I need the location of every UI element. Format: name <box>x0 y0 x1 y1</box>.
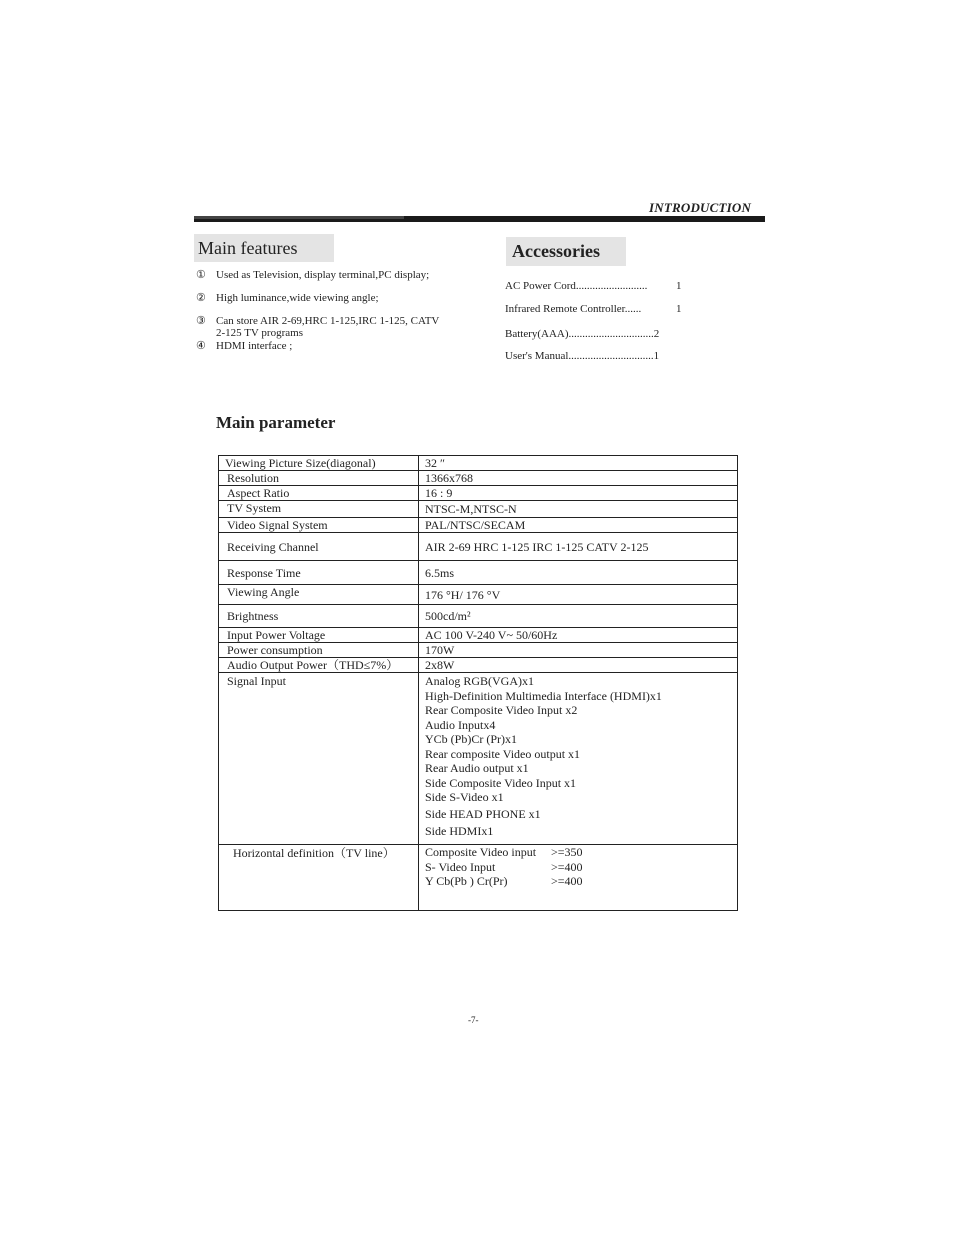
table-row <box>219 456 738 471</box>
param-key: Receiving Channel <box>219 533 419 561</box>
param-key: TV System <box>219 501 419 518</box>
horizontal-definition-item <box>425 860 733 875</box>
horizontal-definition-list <box>419 845 738 911</box>
accessory-qty: 1 <box>676 280 682 292</box>
signal-input-item: Side HEAD PHONE x1 <box>425 806 541 821</box>
table-row-horizontal-definition <box>219 845 738 911</box>
signal-input-item: Side Composite Video Input x1 <box>425 775 577 790</box>
hd-value: >=400 <box>551 874 583 888</box>
feature-text: HDMI interface ; <box>216 340 293 352</box>
feature-number: ② <box>196 292 206 304</box>
table-row <box>219 658 738 673</box>
param-value: 6.5ms <box>419 561 738 585</box>
hd-value: >=400 <box>551 859 583 874</box>
table-row <box>219 628 738 643</box>
param-key: Aspect Ratio <box>219 486 419 501</box>
table-row <box>219 605 738 628</box>
accessory-qty: 1 <box>676 303 682 315</box>
signal-input-item: Rear Composite Video Input x2 <box>425 703 578 717</box>
table-row <box>219 471 738 486</box>
param-value: 2x8W <box>419 658 738 673</box>
feature-item <box>196 315 456 339</box>
signal-input-item: Side HDMIx1 <box>425 824 494 838</box>
param-value: 32 ″ <box>419 456 738 471</box>
header-rule <box>194 216 765 222</box>
accessory-item <box>505 327 659 341</box>
param-value: NTSC-M,NTSC-N <box>419 501 738 518</box>
param-key: Horizontal definition（TV line） <box>219 845 419 911</box>
feature-text: Used as Television, display terminal,PC display; <box>216 269 430 281</box>
hd-label: S- Video Input <box>425 859 496 874</box>
param-key: Viewing Picture Size(diagonal) <box>219 456 419 471</box>
hd-value: >=350 <box>551 845 583 859</box>
param-value: PAL/NTSC/SECAM <box>419 518 738 533</box>
signal-input-item: High-Definition Multimedia Interface (HDMI)x1 <box>425 688 662 703</box>
signal-input-list <box>419 673 738 845</box>
param-key: Audio Output Power（THD≤7%） <box>219 658 419 673</box>
accessories-heading: Accessories <box>506 237 626 266</box>
accessory-item <box>505 349 659 363</box>
horizontal-definition-item <box>425 874 733 889</box>
param-value: 500cd/m² <box>419 605 738 628</box>
param-key: Response Time <box>219 561 419 585</box>
feature-item <box>196 292 456 304</box>
accessory-label: Infrared Remote Controller...... <box>505 303 642 315</box>
param-key: Input Power Voltage <box>219 628 419 643</box>
accessory-item <box>505 302 682 316</box>
table-row-signal-input <box>219 673 738 845</box>
table-row <box>219 486 738 501</box>
param-value: 170W <box>419 643 738 658</box>
accessory-item <box>505 279 682 293</box>
feature-number: ① <box>196 269 206 281</box>
feature-item <box>196 340 456 352</box>
param-value: 16 : 9 <box>419 486 738 501</box>
hd-label: Y Cb(Pb ) Cr(Pr) <box>425 874 508 888</box>
signal-input-item: Rear composite Video output x1 <box>425 746 581 761</box>
param-value: 176 °H/ 176 °V <box>419 585 738 605</box>
feature-item <box>196 269 456 281</box>
main-features-heading: Main features <box>194 234 334 262</box>
signal-input-item: Audio Inputx4 <box>425 717 496 732</box>
feature-number: ③ <box>196 315 206 327</box>
param-value: AIR 2-69 HRC 1-125 IRC 1-125 CATV 2-125 <box>419 533 738 561</box>
feature-number: ④ <box>196 340 206 352</box>
table-row <box>219 501 738 518</box>
signal-input-item: Rear Audio output x1 <box>425 761 529 775</box>
param-key: Resolution <box>219 471 419 486</box>
page-number: -7- <box>468 1015 479 1025</box>
table-row <box>219 585 738 605</box>
table-row <box>219 518 738 533</box>
param-key: Power consumption <box>219 643 419 658</box>
param-key: Brightness <box>219 605 419 628</box>
param-key: Signal Input <box>219 673 419 845</box>
table-row <box>219 561 738 585</box>
accessory-label: AC Power Cord.......................... <box>505 280 648 292</box>
signal-input-item: YCb (Pb)Cr (Pr)x1 <box>425 732 517 746</box>
signal-input-item: Side S-Video x1 <box>425 790 504 804</box>
horizontal-definition-item <box>425 845 733 860</box>
param-key: Viewing Angle <box>219 585 419 605</box>
feature-text: Can store AIR 2-69,HRC 1-125,IRC 1-125, CATV 2-125 TV programs <box>216 315 440 339</box>
hd-label: Composite Video input <box>425 845 537 859</box>
param-value: AC 100 V-240 V~ 50/60Hz <box>419 628 738 643</box>
table-row <box>219 643 738 658</box>
param-value: 1366x768 <box>419 471 738 486</box>
feature-text: High luminance,wide viewing angle; <box>216 292 379 304</box>
section-title: INTRODUCTION <box>649 200 752 215</box>
main-parameter-heading: Main parameter <box>216 413 336 432</box>
table-row <box>219 533 738 561</box>
parameter-table <box>218 455 738 911</box>
param-key: Video Signal System <box>219 518 419 533</box>
signal-input-item: Analog RGB(VGA)x1 <box>425 674 534 688</box>
accessory-label: User's Manual...............................1 <box>505 350 660 362</box>
accessory-label: Battery(AAA)...............................2 <box>505 328 660 340</box>
